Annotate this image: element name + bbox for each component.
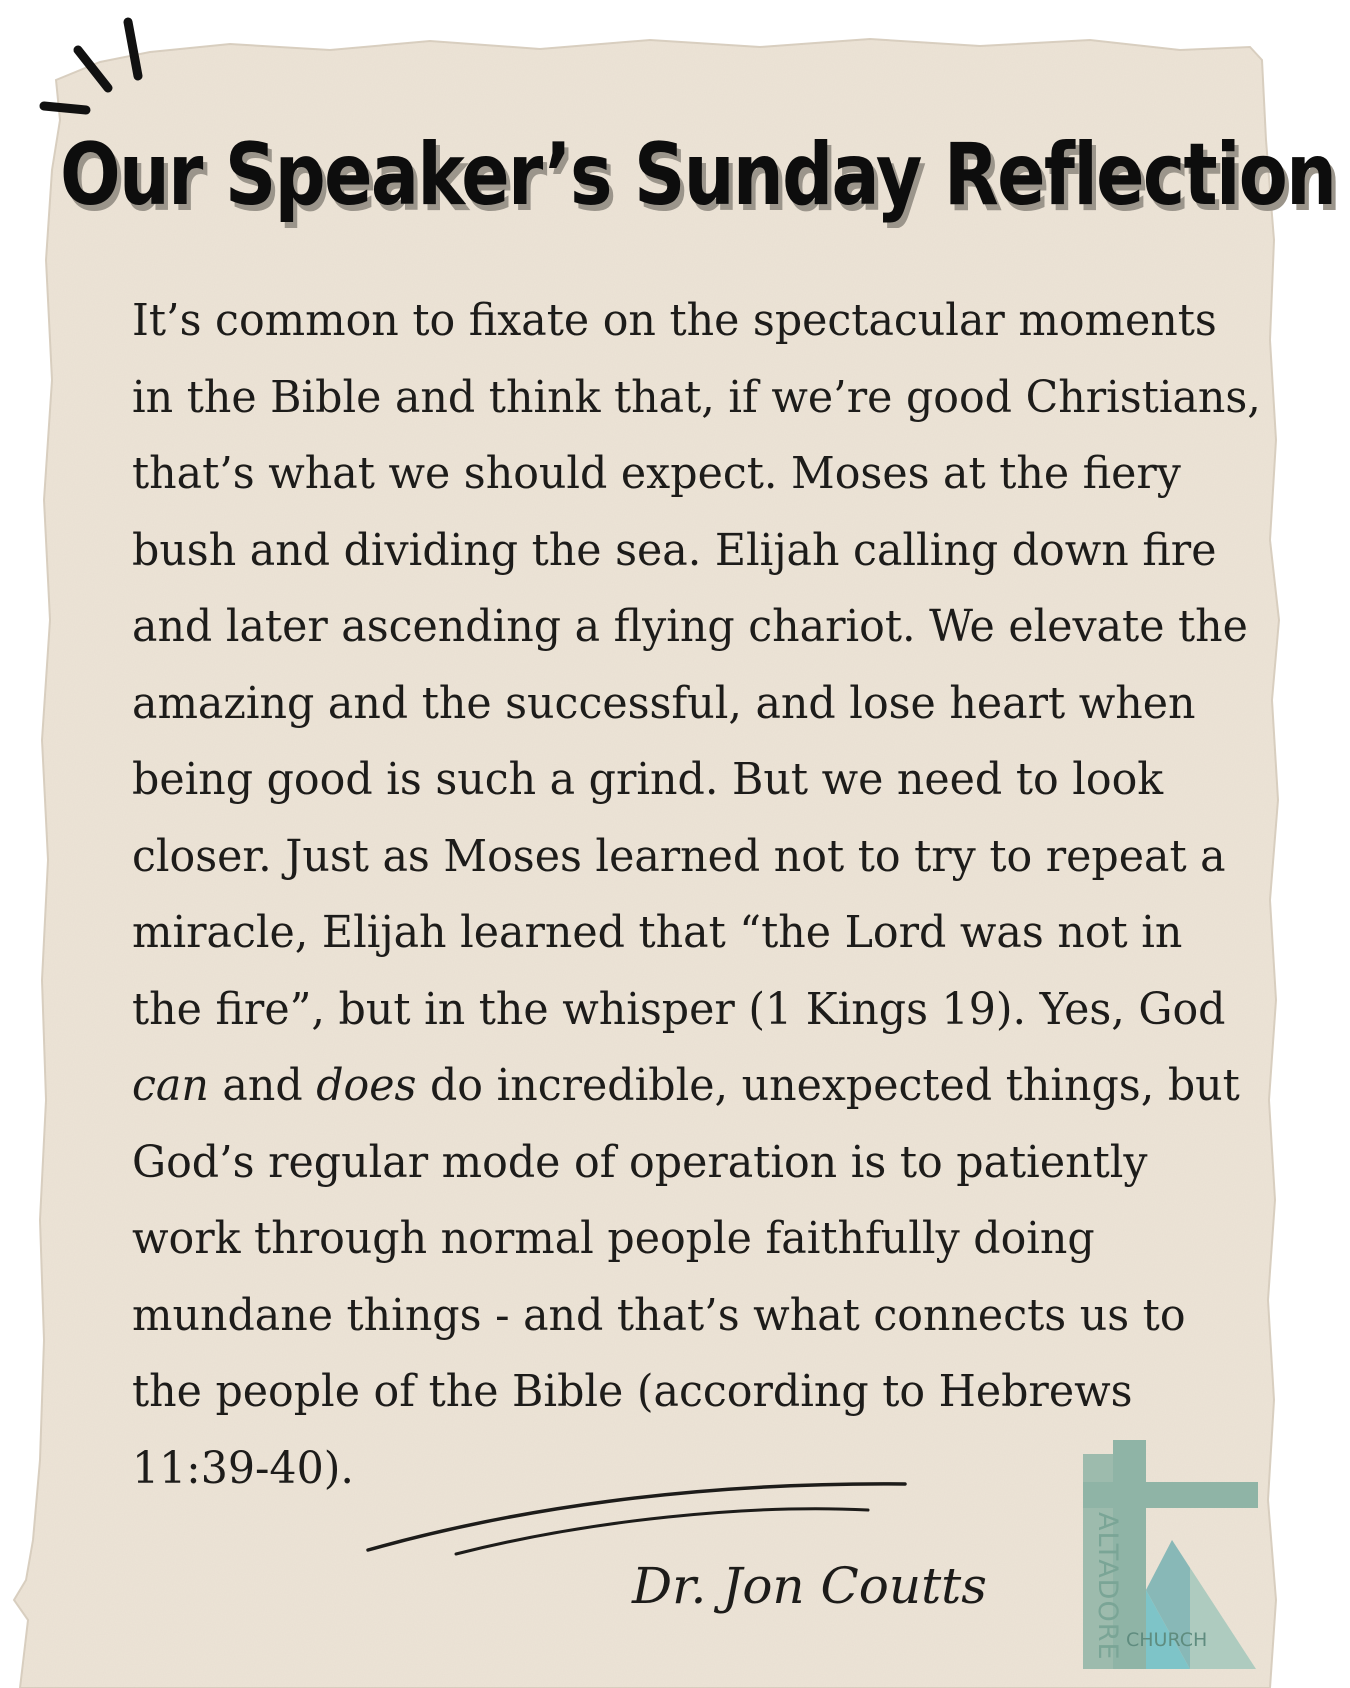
emphasis-text: can [132, 1060, 209, 1111]
signature-swoosh [360, 1470, 920, 1560]
reflection-line [132, 972, 1248, 1049]
emphasis-text: does [316, 1060, 417, 1111]
logo-wordmark-vertical: ALTADORE [1092, 1512, 1123, 1661]
line-text: and later ascending a flying chariot. We elevate the [132, 601, 1248, 652]
line-text: 11:39-40). [132, 1442, 354, 1494]
reflection-line [132, 1125, 1248, 1202]
line-text: mundane things - and that’s what connects us to [132, 1289, 1186, 1341]
page-title: Our Speaker’s Sunday Reflection [60, 125, 1336, 225]
reflection-line [132, 283, 1248, 360]
line-text: God’s regular mode of operation is to patiently [132, 1136, 1148, 1188]
speaker-signature: Dr. Jon Coutts [632, 1557, 987, 1615]
line-text: It’s common to fixate on the spectacular moments [132, 295, 1217, 346]
reflection-line [132, 1201, 1248, 1278]
reflection-line [132, 895, 1248, 972]
reflection-line [132, 360, 1261, 437]
line-text: do incredible, unexpected things, but [416, 1060, 1240, 1111]
line-text: and [208, 1060, 317, 1111]
line-text: in the Bible and think that, if we’re good Christians, [132, 371, 1261, 423]
line-text: the people of the Bible (according to Hebrews [132, 1366, 1133, 1417]
reflection-line [132, 1278, 1248, 1355]
reflection-line [132, 513, 1248, 590]
line-text: amazing and the successful, and lose heart when [132, 677, 1196, 729]
line-text: miracle, Elijah learned that “the Lord was not in [132, 907, 1183, 958]
line-text: the fire”, but in the whisper (1 Kings 19). Yes, God [132, 983, 1226, 1035]
reflection-line [132, 819, 1248, 896]
reflection-line [132, 742, 1248, 819]
line-text: that’s what we should expect. Moses at the fiery [132, 448, 1181, 499]
reflection-line [132, 436, 1248, 513]
reflection-text [132, 283, 1282, 1507]
reflection-line [132, 666, 1248, 743]
reflection-line [132, 1354, 1248, 1431]
accent-burst-icon [30, 10, 160, 120]
reflection-line [132, 589, 1248, 666]
line-text: work through normal people faithfully doing [132, 1213, 1095, 1264]
line-text: being good is such a grind. But we need to look [132, 754, 1164, 805]
line-text: bush and dividing the sea. Elijah calling down fire [132, 524, 1217, 576]
reflection-line [132, 1048, 1248, 1125]
logo-wordmark-small: CHURCH [1126, 1629, 1208, 1651]
line-text: closer. Just as Moses learned not to try to repeat a [132, 830, 1226, 882]
